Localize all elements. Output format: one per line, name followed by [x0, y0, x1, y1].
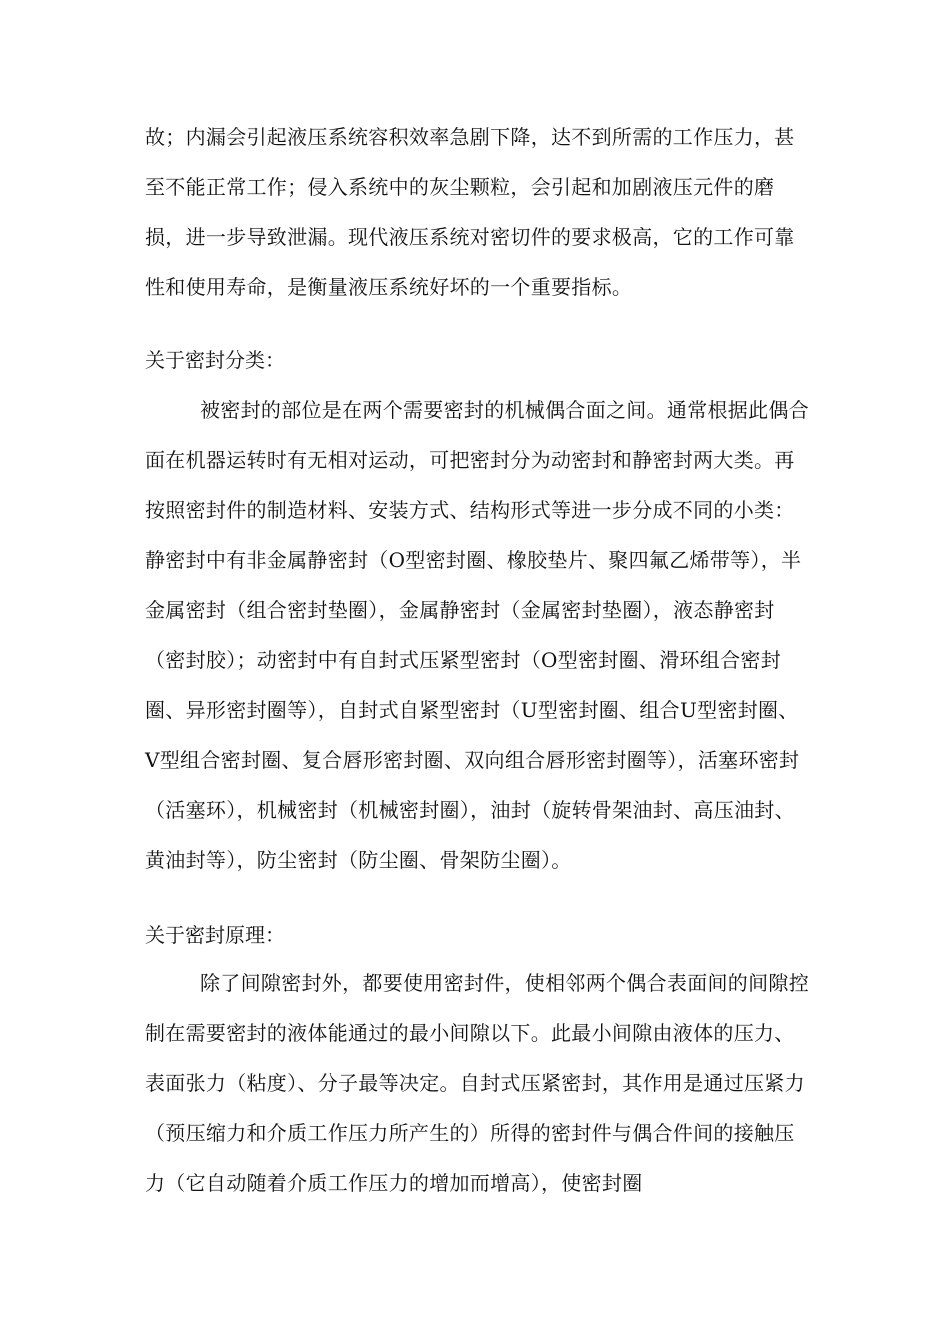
- heading-seal-classification: 关于密封分类：: [145, 348, 285, 372]
- paragraph-continuation: 故；内漏会引起液压系统容积效率急剧下降，达不到所需的工作压力，甚至不能正常工作；侵入系统中的灰尘颗粒，会引起和加剧液压元件的磨损，进一步导致泄漏。现代液压系统对密切件的要求极高，它的工作可靠性和使用寿命，是衡量液压系统好坏的一个重要指标。: [145, 125, 795, 299]
- paragraph-seal-classification: 被密封的部位是在两个需要密封的机械偶合面之间。通常根据此偶合面在机器运转时有无相对运动，可把密封分为动密封和静密封两大类。再按照密封件的制造材料、安装方式、结构形式等进一步分成不同的小类：静密封中有非金属静密封（O型密封圈、橡胶垫片、聚四氟乙烯带等），半金属密封（组合密封垫圈），金属静密封（金属密封垫圈），液态静密封（密封胶）；动密封中有自封式压紧型密封（O型密封圈、滑环组合密封圈、异形密封圈等），自封式自紧型密封（U型密封圈、组合U型密封圈、V型组合密封圈、复合唇形密封圈、双向组合唇形密封圈等），活塞环密封（活塞环），机械密封（机械密封圈），油封（旋转骨架油封、高压油封、黄油封等），防尘密封（防尘圈、骨架防尘圈）。: [145, 398, 809, 872]
- heading-seal-principle: 关于密封原理：: [145, 923, 285, 947]
- paragraph-seal-principle: 除了间隙密封外，都要使用密封件，使相邻两个偶合表面间的间隙控制在需要密封的液体能通过的最小间隙以下。此最小间隙由液体的压力、表面张力（粘度）、分子最等决定。自封式压紧密封，其作用是通过压紧力（预压缩力和介质工作压力所产生的）所得的密封件与偶合件间的接触压力（它自动随着介质工作压力的增加而增高），使密封圈: [145, 971, 809, 1195]
